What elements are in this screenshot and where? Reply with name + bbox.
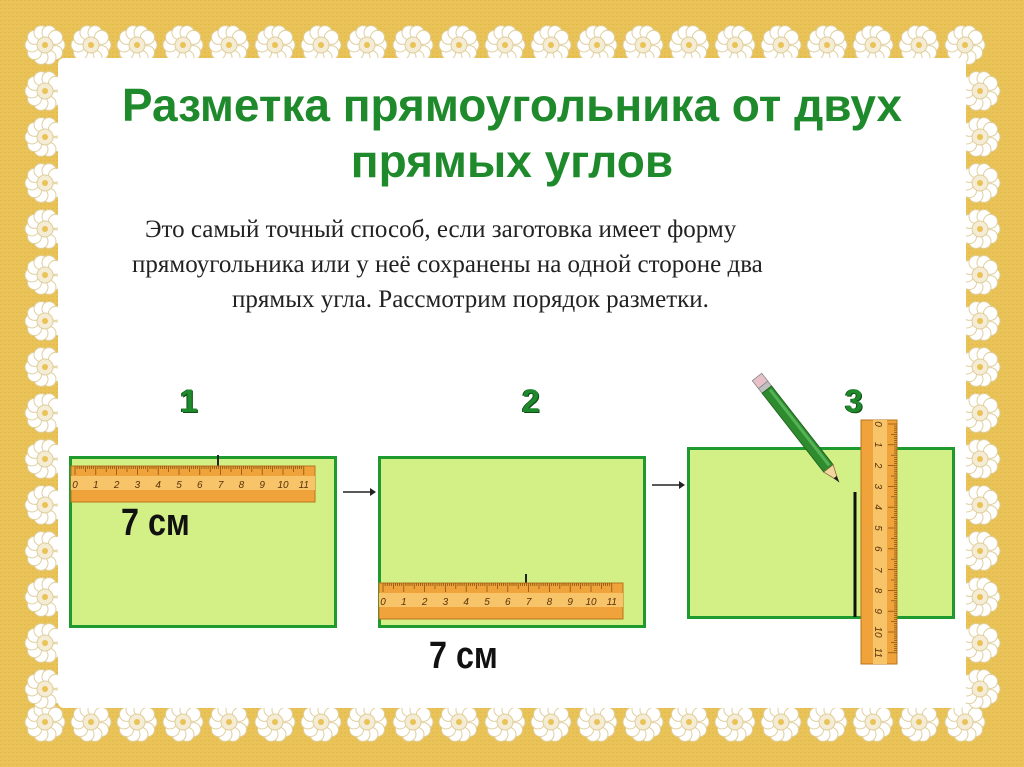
ruler-tick-label: 3 bbox=[872, 483, 883, 490]
ruler-3 bbox=[861, 420, 897, 664]
paragraph-line-1: Это самый точный способ, если заготовка имеет форму bbox=[145, 216, 737, 243]
ruler-tick-label: 5 bbox=[484, 597, 490, 608]
ruler-tick-label: 0 bbox=[872, 421, 883, 427]
ruler-tick-label: 2 bbox=[872, 462, 883, 469]
step-number-2: 2 bbox=[522, 383, 540, 419]
ruler-tick-label: 11 bbox=[606, 597, 617, 608]
ruler-tick-label: 6 bbox=[872, 546, 883, 552]
ruler-tick-label: 8 bbox=[238, 480, 245, 491]
arrow-right-icon bbox=[652, 481, 685, 489]
ruler-tick-label: 0 bbox=[72, 480, 78, 491]
ruler-tick-label: 7 bbox=[217, 480, 224, 491]
ruler-tick-label: 5 bbox=[872, 525, 883, 531]
ruler-tick-label: 5 bbox=[176, 480, 182, 491]
ruler-tick-label: 2 bbox=[421, 597, 428, 608]
pencil-icon bbox=[752, 373, 844, 486]
ruler-tick-label: 3 bbox=[442, 597, 449, 608]
ruler-tick-label: 10 bbox=[277, 480, 289, 491]
arrow-right-icon bbox=[343, 488, 376, 496]
ruler-tick-label: 1 bbox=[401, 597, 407, 608]
ruler-tick-label: 7 bbox=[525, 597, 532, 608]
ruler-tick-label: 7 bbox=[872, 566, 883, 573]
ruler-tick-label: 4 bbox=[155, 480, 161, 491]
ruler-tick-label: 6 bbox=[197, 480, 203, 491]
ruler-2 bbox=[379, 583, 623, 619]
slide-title-line-1: Разметка прямоугольника от двух bbox=[121, 79, 903, 131]
step-number-1: 1 bbox=[180, 383, 198, 419]
ruler-tick-label: 6 bbox=[505, 597, 511, 608]
ruler-tick-label: 4 bbox=[463, 597, 469, 608]
ruler-tick-label: 8 bbox=[546, 597, 553, 608]
ruler-tick-label: 1 bbox=[93, 480, 99, 491]
ruler-tick-label: 11 bbox=[298, 480, 309, 491]
ruler-tick-label: 1 bbox=[872, 442, 883, 448]
ruler-tick-label: 10 bbox=[872, 626, 883, 638]
ruler-tick-label: 8 bbox=[872, 587, 883, 594]
ruler-tick-label: 4 bbox=[872, 504, 883, 510]
ruler-tick-label: 9 bbox=[259, 480, 265, 491]
ruler-1 bbox=[71, 466, 315, 502]
paragraph-line-2: прямоугольника или у неё сохранены на одной стороне два bbox=[132, 251, 763, 278]
ruler-tick-label: 9 bbox=[567, 597, 573, 608]
step-number-3: 3 bbox=[845, 383, 863, 419]
ruler-tick-label: 11 bbox=[872, 647, 883, 658]
slide-title-line-2: прямых углов bbox=[350, 135, 674, 187]
ruler-tick-label: 10 bbox=[585, 597, 597, 608]
ruler-tick-label: 0 bbox=[380, 597, 386, 608]
ruler-tick-label: 9 bbox=[872, 608, 883, 614]
ruler-tick-label: 2 bbox=[113, 480, 120, 491]
measure-label-1: 7 см bbox=[121, 502, 190, 544]
paragraph-line-3: прямых угла. Рассмотрим порядок разметки. bbox=[232, 286, 709, 313]
measure-label-2: 7 см bbox=[429, 635, 498, 677]
ruler-tick-label: 3 bbox=[134, 480, 141, 491]
